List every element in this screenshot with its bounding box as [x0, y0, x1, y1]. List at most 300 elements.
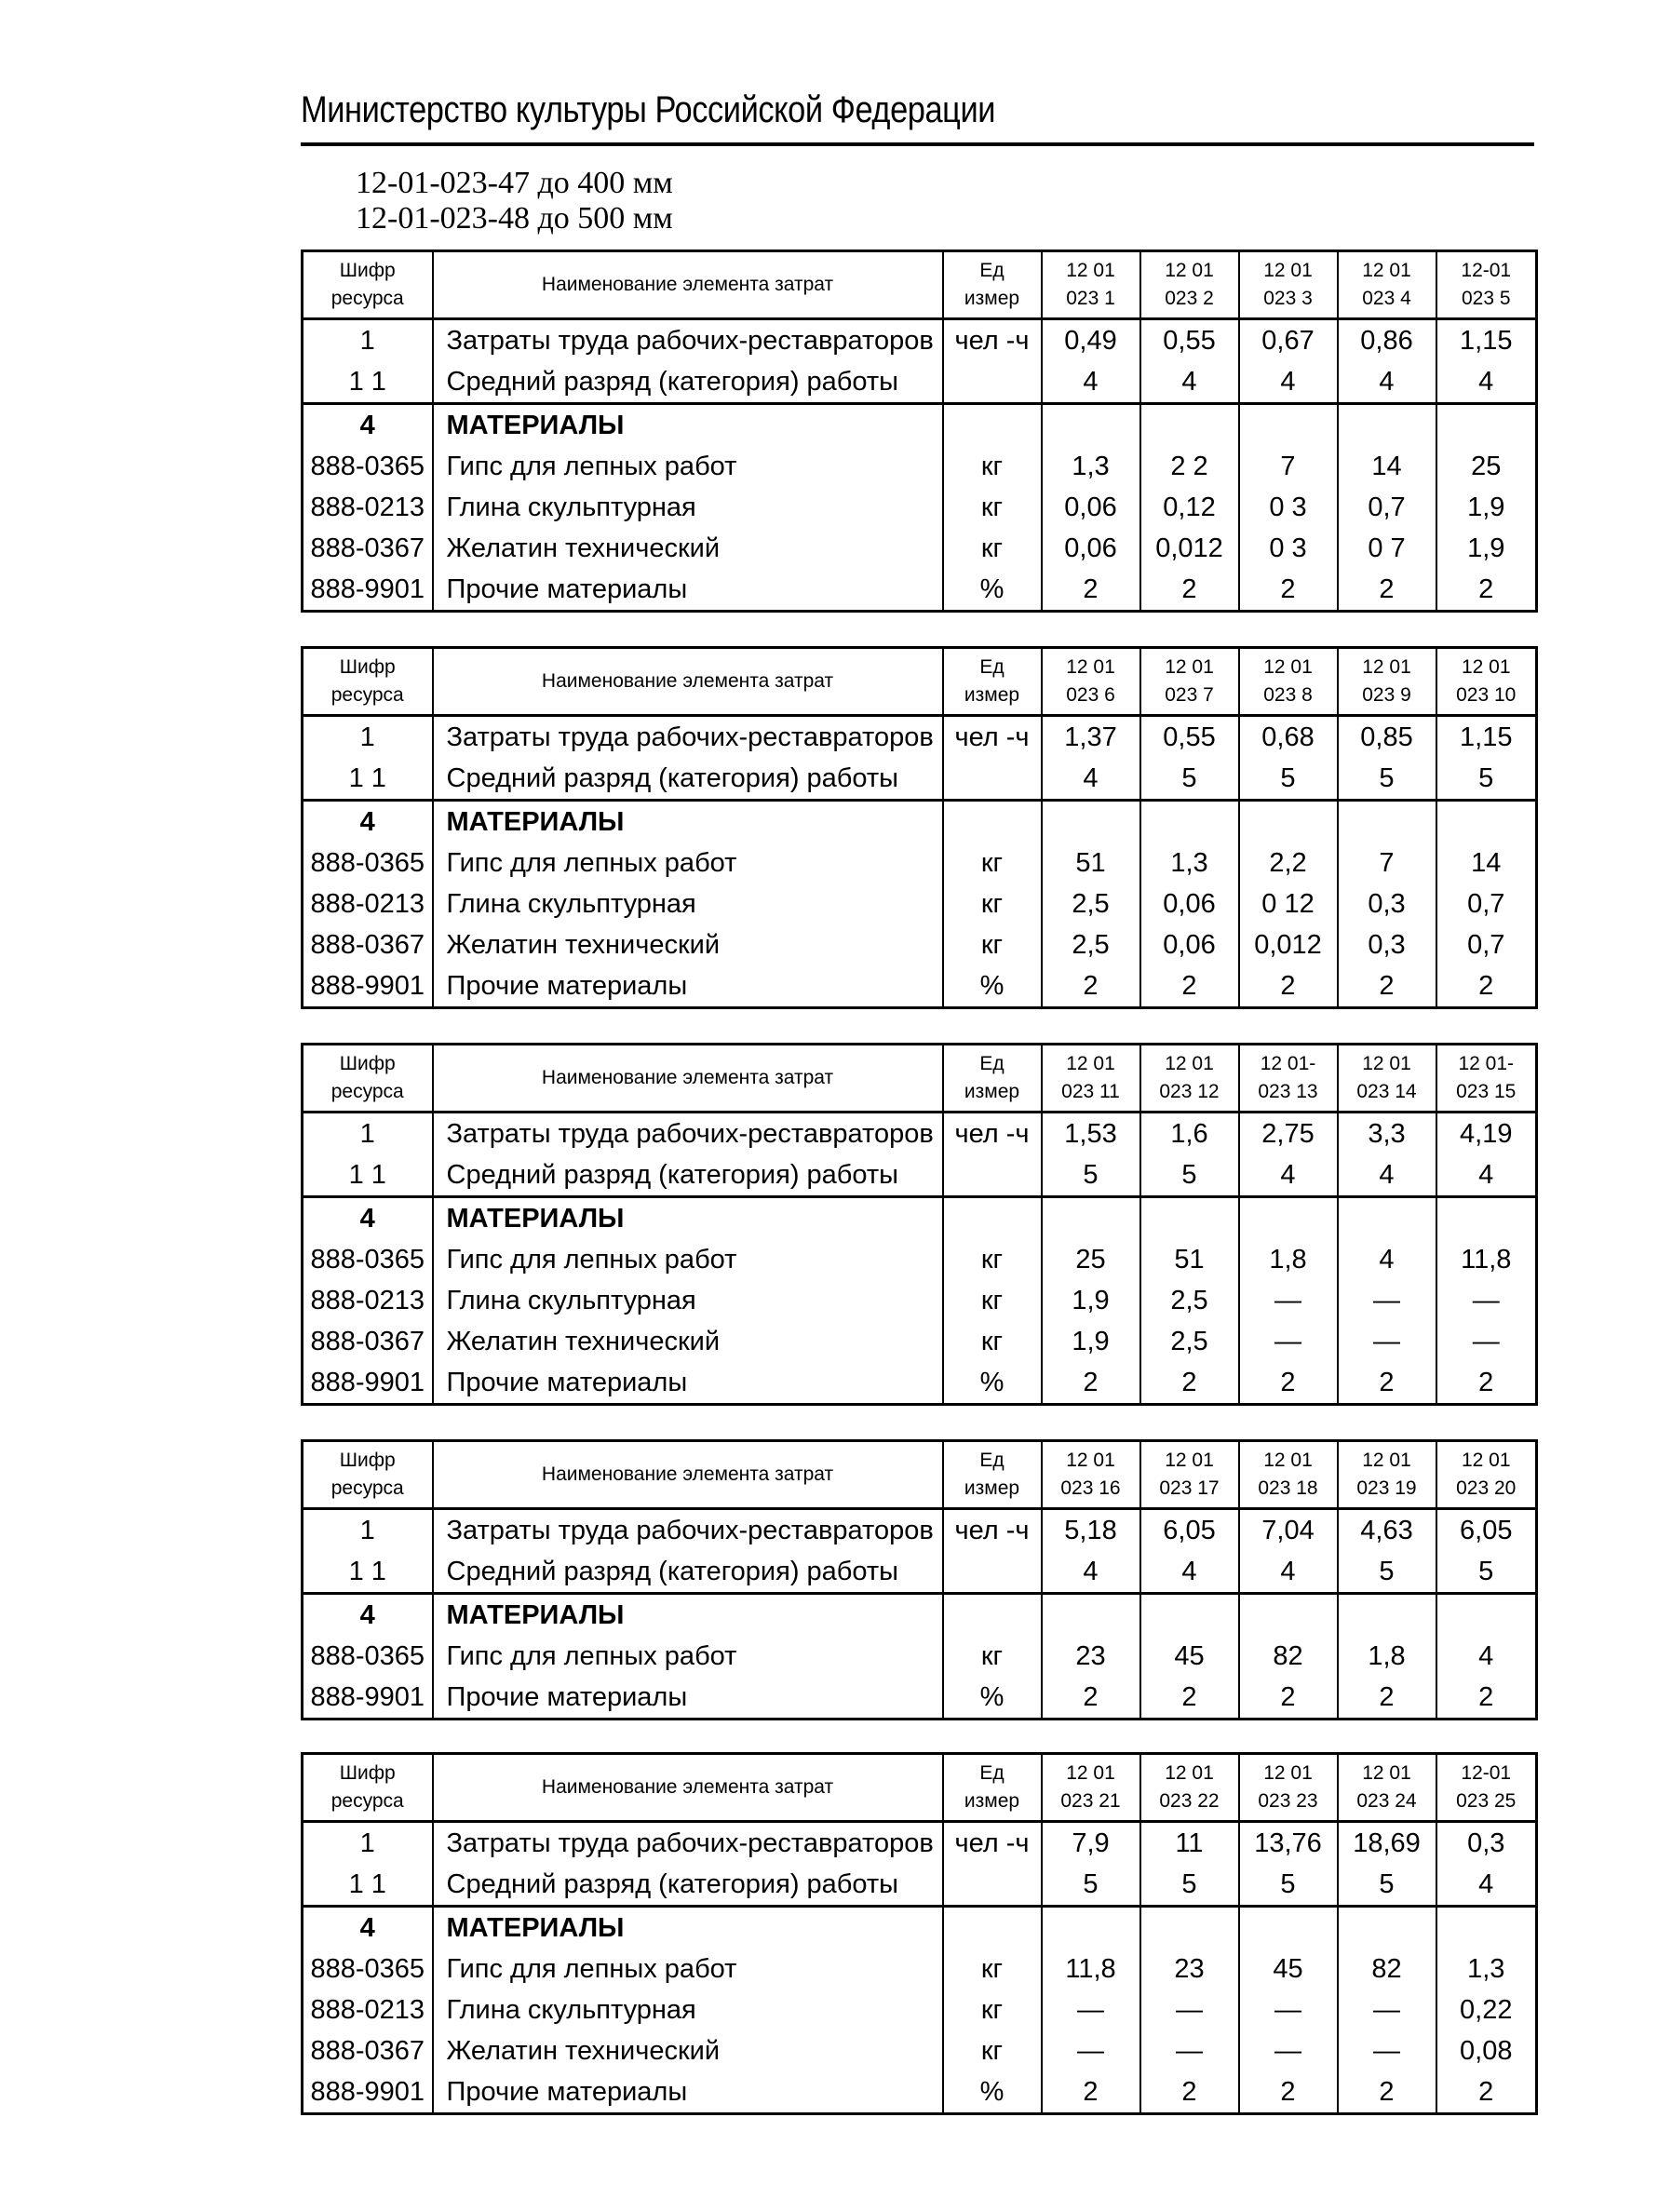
- cell-code: 888-0365: [303, 1239, 433, 1280]
- cell-code: 888-0367: [303, 528, 433, 569]
- cell-value: 0,06: [1042, 528, 1140, 569]
- cell-value: 2,5: [1140, 1321, 1239, 1362]
- cell-unit: кг: [943, 883, 1042, 924]
- cell-code: 888-0213: [303, 883, 433, 924]
- cell-value: 5: [1338, 1864, 1436, 1907]
- header-norm-column: 12 01 023 3: [1239, 251, 1338, 319]
- cell-name: Желатин технический: [433, 924, 943, 965]
- cell-value: 2: [1140, 2071, 1239, 2114]
- cell-value: 2: [1042, 1677, 1140, 1720]
- cell-value: 5: [1140, 1154, 1239, 1197]
- table-header-row: [303, 251, 1537, 319]
- cell-value: 1,15: [1436, 716, 1537, 759]
- header-name: Наименование элемента затрат: [433, 1754, 943, 1822]
- cell-value: —: [1338, 1280, 1436, 1321]
- cell-value: —: [1239, 1280, 1338, 1321]
- cell-value: [1436, 1594, 1537, 1637]
- table-row: [303, 1113, 1537, 1155]
- cell-value: [1042, 801, 1140, 843]
- cell-value: —: [1239, 2030, 1338, 2071]
- cell-name: МАТЕРИАЛЫ: [433, 1907, 943, 1949]
- cell-name: Гипс для лепных работ: [433, 1949, 943, 1989]
- cell-value: [1042, 1197, 1140, 1240]
- norm-table: [301, 1752, 1538, 2115]
- cell-value: 0,3: [1338, 883, 1436, 924]
- cell-name: Прочие материалы: [433, 2071, 943, 2114]
- cell-unit: чел -ч: [943, 716, 1042, 759]
- cell-value: 7,04: [1239, 1509, 1338, 1552]
- cell-value: 0,7: [1338, 487, 1436, 528]
- cell-value: —: [1042, 2030, 1140, 2071]
- cell-value: [1140, 404, 1239, 447]
- cell-unit: [943, 1907, 1042, 1949]
- table-row: [303, 1949, 1537, 1989]
- cell-value: 23: [1140, 1949, 1239, 1989]
- cell-value: 2,5: [1140, 1280, 1239, 1321]
- cell-unit: кг: [943, 446, 1042, 487]
- cell-unit: [943, 1551, 1042, 1594]
- cell-value: [1436, 404, 1537, 447]
- table-row: [303, 1509, 1537, 1552]
- cell-code: 888-0367: [303, 1321, 433, 1362]
- cell-value: 2: [1042, 2071, 1140, 2114]
- cell-value: 1,15: [1436, 319, 1537, 362]
- header-norm-column: 12 01 023 11: [1042, 1045, 1140, 1113]
- header-norm-column: 12 01 023 16: [1042, 1441, 1140, 1509]
- table-row: [303, 404, 1537, 447]
- cell-code: 4: [303, 404, 433, 447]
- cell-code: 888-0365: [303, 1636, 433, 1677]
- cell-code: 1: [303, 319, 433, 362]
- cell-value: 0,06: [1140, 924, 1239, 965]
- cell-code: 1: [303, 1509, 433, 1552]
- cell-value: —: [1338, 2030, 1436, 2071]
- cell-value: —: [1140, 2030, 1239, 2071]
- cell-code: 1 1: [303, 361, 433, 404]
- table-row: [303, 1822, 1537, 1865]
- header-unit: Ед измер: [943, 1441, 1042, 1509]
- header-code: Шифр ресурса: [303, 251, 433, 319]
- cell-value: 1,37: [1042, 716, 1140, 759]
- cell-value: [1239, 1907, 1338, 1949]
- table-row: [303, 1864, 1537, 1907]
- cell-value: 2: [1239, 2071, 1338, 2114]
- cell-code: 888-9901: [303, 2071, 433, 2114]
- cell-name: МАТЕРИАЛЫ: [433, 1197, 943, 1240]
- cell-value: —: [1338, 1321, 1436, 1362]
- cell-value: 2: [1338, 569, 1436, 612]
- cell-unit: кг: [943, 528, 1042, 569]
- cell-unit: %: [943, 569, 1042, 612]
- cell-code: 888-0365: [303, 446, 433, 487]
- header-norm-column: 12 01 023 8: [1239, 648, 1338, 716]
- cell-value: 4: [1338, 1154, 1436, 1197]
- cell-unit: кг: [943, 1239, 1042, 1280]
- table-row: [303, 1551, 1537, 1594]
- table-row: [303, 2071, 1537, 2114]
- cell-value: 1,9: [1436, 487, 1537, 528]
- cell-value: 0,22: [1436, 1989, 1537, 2030]
- table-row: [303, 1677, 1537, 1720]
- cell-value: —: [1140, 1989, 1239, 2030]
- cell-unit: кг: [943, 1280, 1042, 1321]
- cell-name: Гипс для лепных работ: [433, 1636, 943, 1677]
- cell-code: 1 1: [303, 1551, 433, 1594]
- cell-name: Гипс для лепных работ: [433, 446, 943, 487]
- table-row: [303, 1362, 1537, 1405]
- cell-unit: кг: [943, 487, 1042, 528]
- table-header-row: [303, 1441, 1537, 1509]
- cell-value: 0 7: [1338, 528, 1436, 569]
- table-row: [303, 883, 1537, 924]
- cell-code: 888-0213: [303, 1989, 433, 2030]
- cell-name: Затраты труда рабочих-реставраторов: [433, 1822, 943, 1865]
- cell-unit: [943, 1197, 1042, 1240]
- cell-value: 18,69: [1338, 1822, 1436, 1865]
- cell-unit: [943, 1154, 1042, 1197]
- cell-value: 2: [1239, 1362, 1338, 1405]
- cell-value: 4: [1436, 361, 1537, 404]
- norm-table: [301, 1043, 1538, 1406]
- header-unit: Ед измер: [943, 648, 1042, 716]
- cell-value: 23: [1042, 1636, 1140, 1677]
- cell-value: 1,8: [1338, 1636, 1436, 1677]
- table-row: [303, 843, 1537, 883]
- cell-value: 2,75: [1239, 1113, 1338, 1155]
- norm-table: [301, 250, 1538, 613]
- cell-code: 4: [303, 1594, 433, 1637]
- cell-unit: %: [943, 2071, 1042, 2114]
- cell-value: 4: [1042, 758, 1140, 801]
- table-row: [303, 716, 1537, 759]
- cell-value: —: [1042, 1989, 1140, 2030]
- cell-value: —: [1338, 1989, 1436, 2030]
- table-row: [303, 1989, 1537, 2030]
- cell-value: 0,86: [1338, 319, 1436, 362]
- header-norm-column: 12 01 023 22: [1140, 1754, 1239, 1822]
- cell-value: 4,19: [1436, 1113, 1537, 1155]
- cell-value: 2: [1140, 965, 1239, 1008]
- cell-value: 3,3: [1338, 1113, 1436, 1155]
- cell-value: 14: [1338, 446, 1436, 487]
- cell-name: Гипс для лепных работ: [433, 843, 943, 883]
- cell-value: 2: [1239, 569, 1338, 612]
- cell-value: 2: [1042, 965, 1140, 1008]
- cell-name: Прочие материалы: [433, 1362, 943, 1405]
- cell-value: [1140, 1197, 1239, 1240]
- cell-unit: чел -ч: [943, 319, 1042, 362]
- cell-name: Затраты труда рабочих-реставраторов: [433, 1113, 943, 1155]
- cell-value: 1,9: [1042, 1321, 1140, 1362]
- header-norm-column: 12 01 023 23: [1239, 1754, 1338, 1822]
- cell-value: 2,5: [1042, 883, 1140, 924]
- cell-code: 888-9901: [303, 1677, 433, 1720]
- header-norm-column: 12 01 023 1: [1042, 251, 1140, 319]
- cell-name: Желатин технический: [433, 528, 943, 569]
- cell-value: 2: [1140, 1362, 1239, 1405]
- cell-unit: [943, 1864, 1042, 1907]
- norm-code-line: 12-01-023-47 до 400 мм: [356, 166, 673, 200]
- cell-value: 4: [1436, 1864, 1537, 1907]
- cell-unit: %: [943, 1677, 1042, 1720]
- cell-value: 0,3: [1436, 1822, 1537, 1865]
- header-code: Шифр ресурса: [303, 1045, 433, 1113]
- table-row: [303, 1197, 1537, 1240]
- header-unit: Ед измер: [943, 251, 1042, 319]
- cell-value: 0,06: [1042, 487, 1140, 528]
- cell-value: [1338, 404, 1436, 447]
- cell-value: 0,3: [1338, 924, 1436, 965]
- cell-name: Глина скульптурная: [433, 883, 943, 924]
- cell-value: [1239, 801, 1338, 843]
- cell-name: Прочие материалы: [433, 965, 943, 1008]
- cell-value: [1042, 1594, 1140, 1637]
- header-norm-column: 12 01 023 9: [1338, 648, 1436, 716]
- table-row: [303, 965, 1537, 1008]
- cell-value: [1338, 801, 1436, 843]
- cell-value: —: [1436, 1321, 1537, 1362]
- cell-value: 5: [1338, 1551, 1436, 1594]
- cell-value: 4: [1239, 1551, 1338, 1594]
- cell-unit: кг: [943, 1636, 1042, 1677]
- cell-value: 1,3: [1042, 446, 1140, 487]
- cell-code: 1 1: [303, 1154, 433, 1197]
- cell-unit: [943, 361, 1042, 404]
- cell-value: 2: [1140, 569, 1239, 612]
- cell-name: Затраты труда рабочих-реставраторов: [433, 716, 943, 759]
- cell-code: 888-0213: [303, 1280, 433, 1321]
- cell-name: Прочие материалы: [433, 1677, 943, 1720]
- cell-value: 5: [1042, 1154, 1140, 1197]
- cell-value: 2: [1338, 1362, 1436, 1405]
- header-name: Наименование элемента затрат: [433, 1045, 943, 1113]
- cell-value: 0 3: [1239, 528, 1338, 569]
- table-row: [303, 1280, 1537, 1321]
- cell-code: 888-9901: [303, 965, 433, 1008]
- header-norm-column: 12 01 023 20: [1436, 1441, 1537, 1509]
- cell-value: 0,012: [1239, 924, 1338, 965]
- table-row: [303, 1321, 1537, 1362]
- cell-value: 4: [1239, 361, 1338, 404]
- cell-value: [1140, 1594, 1239, 1637]
- cell-code: 1: [303, 1822, 433, 1865]
- header-norm-column: 12 01 023 24: [1338, 1754, 1436, 1822]
- cell-value: [1140, 801, 1239, 843]
- cell-name: Средний разряд (категория) работы: [433, 1154, 943, 1197]
- cell-value: 1,3: [1140, 843, 1239, 883]
- cell-value: [1239, 404, 1338, 447]
- cell-value: [1338, 1594, 1436, 1637]
- cell-unit: чел -ч: [943, 1822, 1042, 1865]
- table-row: [303, 487, 1537, 528]
- cell-name: Затраты труда рабочих-реставраторов: [433, 1509, 943, 1552]
- cell-value: 82: [1239, 1636, 1338, 1677]
- cell-value: 0,49: [1042, 319, 1140, 362]
- cell-value: 0,7: [1436, 883, 1537, 924]
- cell-value: 2: [1239, 965, 1338, 1008]
- cell-value: 4: [1436, 1636, 1537, 1677]
- cell-value: 11,8: [1436, 1239, 1537, 1280]
- cell-value: [1338, 1197, 1436, 1240]
- cell-value: 7,9: [1042, 1822, 1140, 1865]
- header-norm-column: 12 01 023 19: [1338, 1441, 1436, 1509]
- header-norm-column: 12 01- 023 15: [1436, 1045, 1537, 1113]
- cell-unit: [943, 801, 1042, 843]
- cell-value: 2: [1338, 965, 1436, 1008]
- header-norm-column: 12-01 023 5: [1436, 251, 1537, 319]
- cell-name: Средний разряд (категория) работы: [433, 1864, 943, 1907]
- cell-value: 0,55: [1140, 319, 1239, 362]
- header-norm-column: 12 01 023 18: [1239, 1441, 1338, 1509]
- table-row: [303, 1594, 1537, 1637]
- cell-value: 0,68: [1239, 716, 1338, 759]
- cell-value: 0,85: [1338, 716, 1436, 759]
- cell-value: 4: [1140, 361, 1239, 404]
- cell-unit: [943, 758, 1042, 801]
- cell-value: 1,8: [1239, 1239, 1338, 1280]
- cell-code: 1 1: [303, 758, 433, 801]
- norm-table: [301, 1439, 1538, 1720]
- cell-value: 25: [1436, 446, 1537, 487]
- cell-value: 2 2: [1140, 446, 1239, 487]
- cell-value: 7: [1338, 843, 1436, 883]
- cell-name: МАТЕРИАЛЫ: [433, 404, 943, 447]
- cell-unit: кг: [943, 1321, 1042, 1362]
- cell-value: 1,9: [1436, 528, 1537, 569]
- cell-value: 0,55: [1140, 716, 1239, 759]
- cell-value: 5: [1042, 1864, 1140, 1907]
- header-norm-column: 12 01 023 17: [1140, 1441, 1239, 1509]
- table-row: [303, 361, 1537, 404]
- cell-value: 0,08: [1436, 2030, 1537, 2071]
- cell-code: 888-9901: [303, 1362, 433, 1405]
- cell-value: 0,06: [1140, 883, 1239, 924]
- cell-value: 2: [1338, 1677, 1436, 1720]
- cell-value: 2: [1436, 965, 1537, 1008]
- cell-name: Прочие материалы: [433, 569, 943, 612]
- cell-code: 888-0365: [303, 843, 433, 883]
- table-row: [303, 1239, 1537, 1280]
- cell-value: 0,012: [1140, 528, 1239, 569]
- header-code: Шифр ресурса: [303, 1754, 433, 1822]
- cell-value: 4: [1042, 361, 1140, 404]
- cell-value: 2: [1436, 2071, 1537, 2114]
- table-row: [303, 446, 1537, 487]
- cell-value: 1,3: [1436, 1949, 1537, 1989]
- cell-code: 4: [303, 1197, 433, 1240]
- cell-value: 51: [1140, 1239, 1239, 1280]
- cell-value: 4,63: [1338, 1509, 1436, 1552]
- cell-unit: кг: [943, 843, 1042, 883]
- cell-value: 1,9: [1042, 1280, 1140, 1321]
- header-unit: Ед измер: [943, 1045, 1042, 1113]
- cell-unit: %: [943, 1362, 1042, 1405]
- cell-name: Средний разряд (категория) работы: [433, 1551, 943, 1594]
- cell-value: 4: [1338, 1239, 1436, 1280]
- cell-value: 0,12: [1140, 487, 1239, 528]
- page-header: [301, 89, 1534, 146]
- table-row: [303, 924, 1537, 965]
- cell-unit: [943, 404, 1042, 447]
- cell-value: 2: [1436, 1677, 1537, 1720]
- table-row: [303, 1154, 1537, 1197]
- cell-value: 2: [1042, 569, 1140, 612]
- page-title: Министерство культуры Российской Федерации: [301, 89, 996, 130]
- cell-code: 888-9901: [303, 569, 433, 612]
- cell-unit: чел -ч: [943, 1509, 1042, 1552]
- header-unit: Ед измер: [943, 1754, 1042, 1822]
- header-norm-column: 12 01 023 6: [1042, 648, 1140, 716]
- cell-value: 82: [1338, 1949, 1436, 1989]
- header-norm-column: 12-01 023 25: [1436, 1754, 1537, 1822]
- cell-value: 1,6: [1140, 1113, 1239, 1155]
- table-header-row: [303, 1754, 1537, 1822]
- cell-value: —: [1239, 1989, 1338, 2030]
- table-row: [303, 758, 1537, 801]
- cell-name: Желатин технический: [433, 2030, 943, 2071]
- cell-value: 51: [1042, 843, 1140, 883]
- cell-value: [1338, 1907, 1436, 1949]
- cell-value: —: [1239, 1321, 1338, 1362]
- norm-table: [301, 646, 1538, 1009]
- cell-code: 4: [303, 1907, 433, 1949]
- cell-code: 1: [303, 1113, 433, 1155]
- cell-value: [1042, 404, 1140, 447]
- cell-value: 0,7: [1436, 924, 1537, 965]
- header-name: Наименование элемента затрат: [433, 648, 943, 716]
- header-norm-column: 12 01 023 21: [1042, 1754, 1140, 1822]
- cell-code: 888-0367: [303, 924, 433, 965]
- header-code: Шифр ресурса: [303, 648, 433, 716]
- cell-name: Глина скульптурная: [433, 1989, 943, 2030]
- cell-code: 1 1: [303, 1864, 433, 1907]
- cell-code: 888-0367: [303, 2030, 433, 2071]
- header-norm-column: 12 01- 023 13: [1239, 1045, 1338, 1113]
- cell-value: 5: [1140, 1864, 1239, 1907]
- table-row: [303, 1907, 1537, 1949]
- cell-unit: чел -ч: [943, 1113, 1042, 1155]
- cell-value: 6,05: [1436, 1509, 1537, 1552]
- norm-code-line: 12-01-023-48 до 500 мм: [356, 201, 673, 236]
- table-row: [303, 1636, 1537, 1677]
- cell-value: 11: [1140, 1822, 1239, 1865]
- table-row: [303, 569, 1537, 612]
- table-row: [303, 319, 1537, 362]
- table-header-row: [303, 1045, 1537, 1113]
- cell-value: 5: [1436, 758, 1537, 801]
- cell-value: 4: [1338, 361, 1436, 404]
- cell-value: 5: [1436, 1551, 1537, 1594]
- header-norm-column: 12 01 023 4: [1338, 251, 1436, 319]
- cell-value: 2,5: [1042, 924, 1140, 965]
- cell-name: Затраты труда рабочих-реставраторов: [433, 319, 943, 362]
- cell-value: 2: [1436, 569, 1537, 612]
- cell-unit: кг: [943, 1949, 1042, 1989]
- cell-value: 45: [1140, 1636, 1239, 1677]
- header-norm-column: 12 01 023 10: [1436, 648, 1537, 716]
- cell-name: Желатин технический: [433, 1321, 943, 1362]
- cell-name: Глина скульптурная: [433, 487, 943, 528]
- cell-value: —: [1436, 1280, 1537, 1321]
- cell-value: [1436, 1907, 1537, 1949]
- cell-value: 4: [1140, 1551, 1239, 1594]
- cell-code: 4: [303, 801, 433, 843]
- header-name: Наименование элемента затрат: [433, 1441, 943, 1509]
- cell-value: 14: [1436, 843, 1537, 883]
- cell-unit: кг: [943, 1989, 1042, 2030]
- cell-unit: [943, 1594, 1042, 1637]
- cell-value: 4: [1239, 1154, 1338, 1197]
